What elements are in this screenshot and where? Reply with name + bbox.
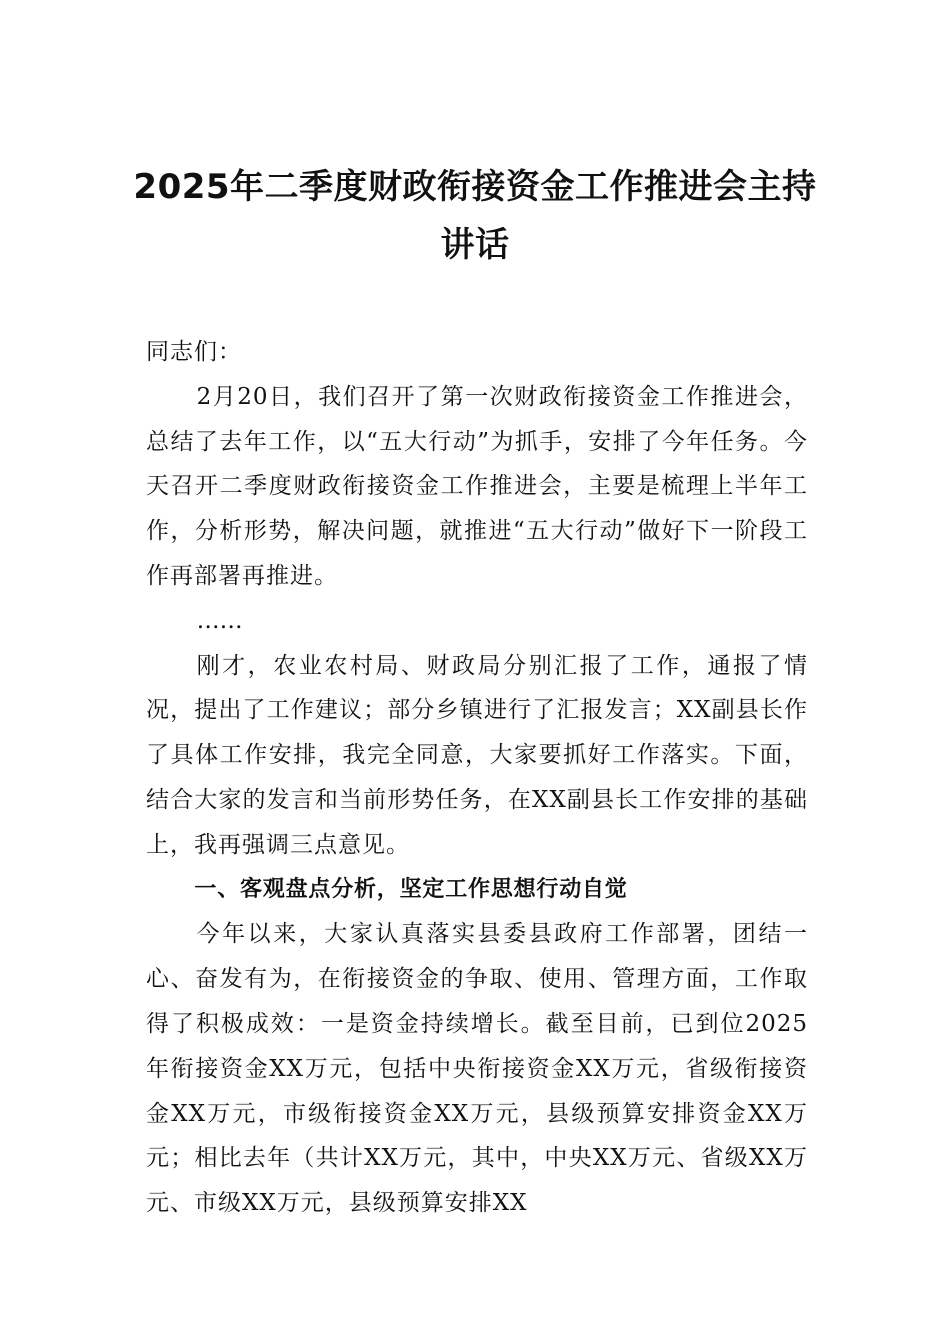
section-heading: 一、客观盘点分析，坚定工作思想行动自觉 (194, 876, 628, 902)
document-title: 2025年二季度财政衔接资金工作推进会主持讲话 (133, 167, 817, 265)
paragraph-summary: 刚才，农业农村局、财政局分别汇报了工作，通报了情况，提出了工作建议；部分乡镇进行了汇报发言；XX副县长作了具体工作安排，我完全同意，大家要抓好工作落实。下面，结合大家的发言和当前形势任务，在XX副县长工作安排的基础上，我再强调三点意见。 (146, 652, 808, 858)
section-paragraph: 今年以来，大家认真落实县委县政府工作部署，团结一心、奋发有为，在衔接资金的争取、使用、管理方面，工作取得了积极成效：一是资金持续增长。截至目前，已到位2025年衔接资金XX万元，包括中央衔接资金XX万元，省级衔接资金XX万元，市级衔接资金XX万元，县级预算安排资金XX万元；相比去年（共计XX万元，其中，中央XX万元、省级XX万元、市级XX万元，县级预算安排XX (146, 921, 808, 1217)
paragraph-ellipsis: …… (196, 607, 243, 634)
paragraph-opening: 2月20日，我们召开了第一次财政衔接资金工作推进会，总结了去年工作，以“五大行动”为抓手，安排了今年任务。今天召开二季度财政衔接资金工作推进会，主要是梳理上半年工作，分析形势，解决问题，就推进“五大行动”做好下一阶段工作再部署再推进。 (146, 383, 808, 589)
document-body (146, 330, 808, 1226)
salutation: 同志们： (146, 339, 242, 365)
